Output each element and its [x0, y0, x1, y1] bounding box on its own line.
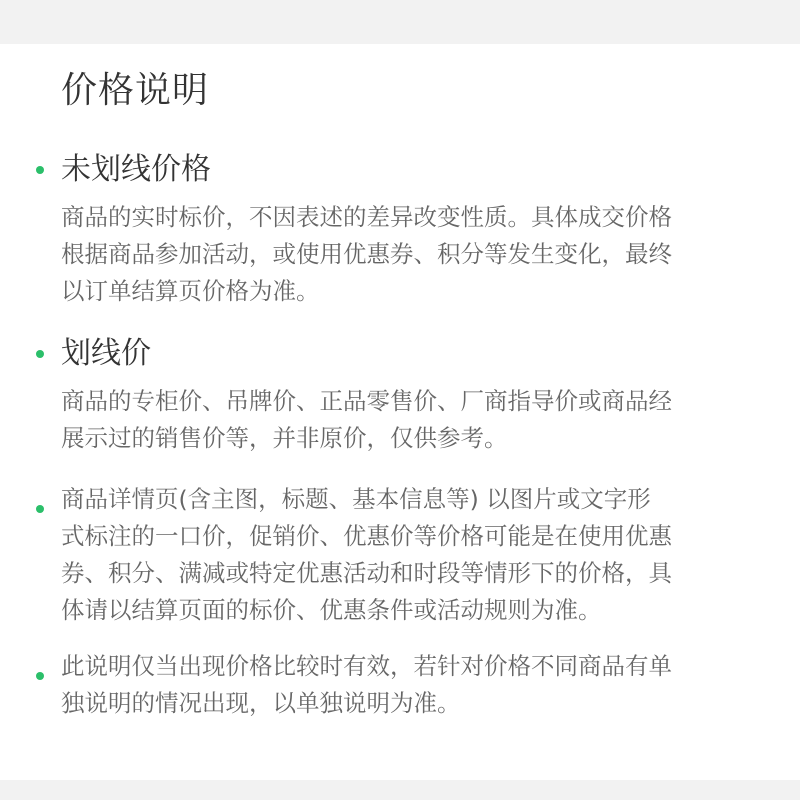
body-line: 券、积分、满减或特定优惠活动和时段等情形下的价格，具: [61, 559, 672, 587]
body-line: 体请以结算页面的标价、优惠条件或活动规则为准。: [61, 596, 602, 624]
section-body: [61, 481, 761, 629]
bullet-dot: [36, 166, 44, 174]
bullet-dot: [36, 672, 44, 680]
section-heading: 划线价: [61, 336, 151, 371]
body-line: 以订单结算页价格为准。: [61, 277, 320, 305]
bullet-dot: [36, 505, 44, 513]
section-body: [61, 648, 761, 722]
section-heading: 未划线价格: [61, 152, 211, 187]
body-line: 独说明的情况出现，以单独说明为准。: [61, 689, 461, 717]
section-body: [61, 199, 761, 310]
section-body: [61, 383, 761, 457]
body-line: 商品的专柜价、吊牌价、正品零售价、厂商指导价或商品经: [61, 387, 672, 415]
body-line: 此说明仅当出现价格比较时有效，若针对价格不同商品有单: [61, 652, 672, 680]
page-title: 价格说明: [61, 70, 210, 111]
body-line: 式标注的一口价，促销价、优惠价等价格可能是在使用优惠: [61, 522, 672, 550]
price-explanation-card: [0, 44, 800, 780]
bullet-dot: [36, 350, 44, 358]
body-line: 商品详情页(含主图，标题、基本信息等) 以图片或文字形: [61, 485, 651, 513]
body-line: 商品的实时标价，不因表述的差异改变性质。具体成交价格: [61, 203, 672, 231]
body-line: 根据商品参加活动，或使用优惠券、积分等发生变化，最终: [61, 240, 672, 268]
body-line: 展示过的销售价等，并非原价，仅供参考。: [61, 424, 508, 452]
